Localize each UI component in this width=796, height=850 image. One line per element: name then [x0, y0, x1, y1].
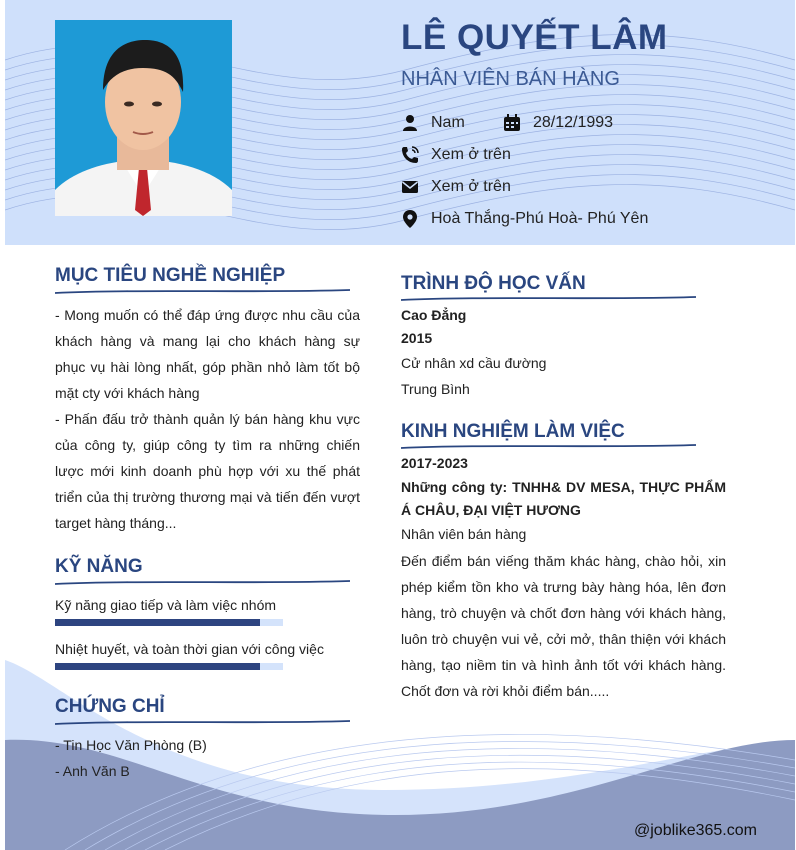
experience-position: Nhân viên bán hàng [401, 526, 527, 542]
address-row [401, 208, 648, 230]
cert-item-1: - Tin Học Văn Phòng (B) [55, 737, 207, 753]
phone-row [401, 144, 511, 166]
education-year: 2015 [401, 330, 433, 346]
education-major: Cử nhân xd cầu đường [401, 355, 547, 371]
skill-1-bar-fill [55, 619, 260, 626]
certs-title: CHỨNG CHỈ [55, 696, 165, 717]
birthdate-row [503, 112, 613, 134]
user-icon [401, 114, 419, 132]
phone-value: Xem ở trên [431, 146, 511, 163]
mail-icon [401, 178, 419, 196]
candidate-name: LÊ QUYẾT LÂM [401, 18, 668, 57]
brand-watermark: @joblike365.com [634, 822, 757, 839]
header-band [5, 0, 795, 245]
person-portrait-icon [55, 20, 232, 216]
candidate-job-title: NHÂN VIÊN BÁN HÀNG [401, 68, 620, 90]
phone-icon [401, 146, 419, 164]
experience-companies: Những công ty: TNHH& DV MESA, THỰC PHẨM Á CHÂU, ĐẠI VIỆT HƯƠNG [401, 479, 726, 518]
experience-description: Đến điểm bán viếng thăm khác hàng, chào hỏi, xin phép kiểm tồn kho và trưng bày hàng hóa, lên đơn hàng, trò chuyện và chốt đơn hàng với khách hàng, luôn trò chuyện vui vẻ, cởi mở, thân thiện với khách hàng, tạo niềm tin và hình ảnh tốt với khách hàng. Chốt đơn và rời khỏi điểm bán..... [401, 553, 726, 699]
gender-row [401, 112, 465, 134]
objective-paragraph-2: - Phấn đấu trở thành quản lý bán hàng khu vực của công ty, giúp công ty tìm ra những chiến lược mới kinh doanh phù hợp với xu thế phát triển của thị trường thương mại và tiến đến vượt target hàng tháng... [55, 411, 360, 531]
birthdate-value: 28/12/1993 [533, 114, 614, 131]
skill-2-bar [55, 663, 283, 670]
certs-title-underline [55, 719, 350, 725]
objective-title-underline [55, 288, 350, 294]
skills-title-underline [55, 579, 350, 585]
experience-title-underline [401, 443, 696, 449]
cert-item-2: - Anh Văn B [55, 763, 130, 779]
email-row [401, 176, 511, 198]
calendar-icon [503, 114, 521, 132]
skill-2-label: Nhiệt huyết, và toàn thời gian với công việc [55, 641, 324, 657]
profile-photo [55, 20, 232, 216]
experience-title: KINH NGHIỆM LÀM VIỆC [401, 421, 625, 442]
objective-title: MỤC TIÊU NGHỀ NGHIỆP [55, 265, 286, 286]
cv-page [5, 0, 795, 850]
email-value: Xem ở trên [431, 178, 511, 195]
skill-2-bar-fill [55, 663, 260, 670]
skill-1-label: Kỹ năng giao tiếp và làm việc nhóm [55, 597, 277, 613]
skills-title: KỸ NĂNG [55, 556, 143, 577]
education-grade: Trung Bình [401, 381, 470, 397]
education-title: TRÌNH ĐỘ HỌC VẤN [401, 273, 586, 294]
education-level: Cao Đẳng [401, 307, 467, 323]
address-value: Hoà Thắng-Phú Hoà- Phú Yên [431, 210, 649, 227]
objective-paragraph-1: - Mong muốn có thể đáp ứng được nhu cầu của khách hàng và mang lại cho khách hàng sự phục vụ hài lòng nhất, góp phần nhỏ làm tốt bộ mặt cty với khách hàng [55, 307, 360, 401]
skill-1-bar [55, 619, 283, 626]
education-title-underline [401, 295, 696, 301]
location-icon [401, 210, 419, 228]
experience-period: 2017-2023 [401, 455, 468, 471]
gender-value: Nam [431, 114, 465, 131]
